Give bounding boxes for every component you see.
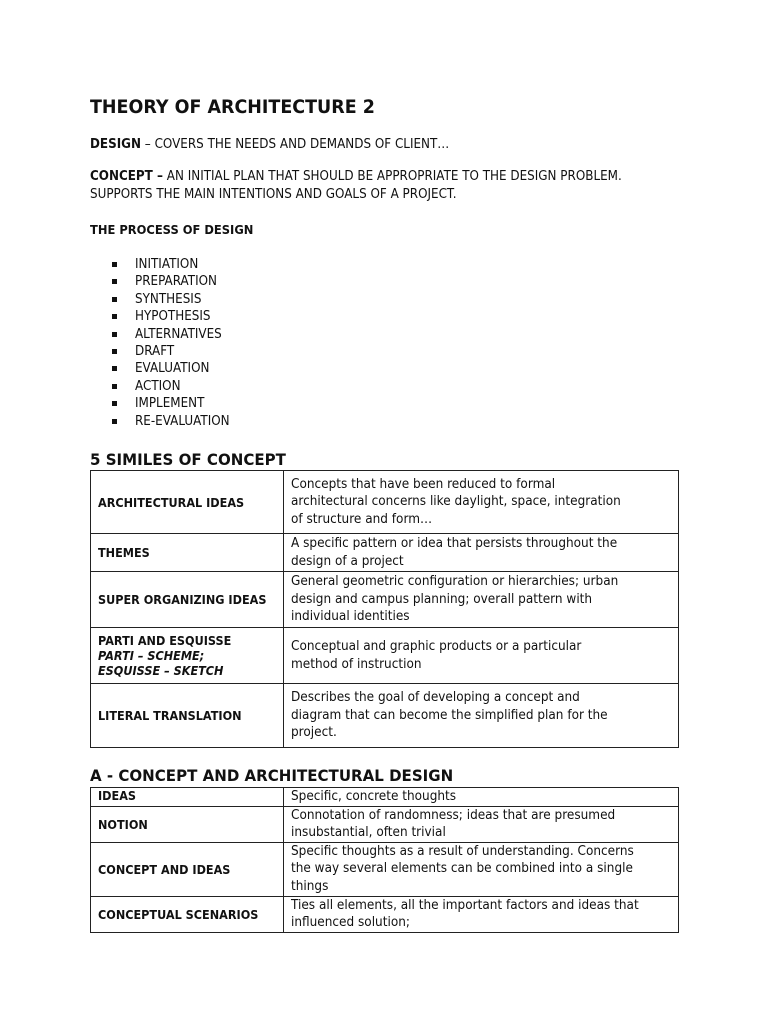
table-key-cell: IDEAS	[91, 788, 284, 807]
square-bullet-icon	[112, 332, 117, 337]
similes-heading: 5 SIMILES OF CONCEPT	[90, 450, 286, 469]
table-value-cell: Conceptual and graphic products or a particular method of instruction	[284, 628, 679, 684]
table-key-cell: ARCHITECTURAL IDEAS	[91, 471, 284, 534]
definition-design	[90, 136, 449, 154]
square-bullet-icon	[112, 262, 117, 267]
table-key-cell: PARTI AND ESQUISSE PARTI – SCHEME; ESQUISSE – SKETCH	[91, 628, 284, 684]
table-value-cell: Specific, concrete thoughts	[284, 788, 679, 807]
list-item: SYNTHESIS	[112, 291, 238, 308]
definition-separator: –	[140, 137, 155, 152]
table-key-cell: SUPER ORGANIZING IDEAS	[91, 572, 284, 628]
list-item: INITIATION	[112, 256, 238, 273]
square-bullet-icon	[112, 366, 117, 371]
list-item: PREPARATION	[112, 273, 238, 290]
table-row	[91, 788, 679, 807]
concept-design-heading: A - CONCEPT AND ARCHITECTURAL DESIGN	[90, 766, 454, 785]
list-item: ALTERNATIVES	[112, 326, 238, 343]
table-key-cell: CONCEPT AND IDEAS	[91, 842, 284, 896]
table-row	[91, 572, 679, 628]
definition-text: AN INITIAL PLAN THAT SHOULD BE APPROPRIATE TO THE DESIGN PROBLEM.	[166, 169, 622, 184]
table-key-cell: THEMES	[91, 534, 284, 572]
list-item: HYPOTHESIS	[112, 308, 238, 325]
table-row	[91, 534, 679, 572]
table-row	[91, 806, 679, 842]
similes-table	[90, 470, 679, 748]
square-bullet-icon	[112, 297, 117, 302]
table-value-cell: Ties all elements, all the important factors and ideas that influenced solution;	[284, 896, 679, 932]
table-key-cell: LITERAL TRANSLATION	[91, 684, 284, 748]
concept-design-table	[90, 787, 679, 933]
table-value-cell: Concepts that have been reduced to formal architectural concerns like daylight, space, integration of structure and form…	[284, 471, 679, 534]
square-bullet-icon	[112, 349, 117, 354]
table-value-cell: A specific pattern or idea that persists throughout the design of a project	[284, 534, 679, 572]
table-row	[91, 896, 679, 932]
square-bullet-icon	[112, 419, 117, 424]
table-key-cell: NOTION	[91, 806, 284, 842]
definition-text: COVERS THE NEEDS AND DEMANDS OF CLIENT…	[154, 137, 450, 152]
table-row	[91, 471, 679, 534]
table-value-cell: General geometric configuration or hierarchies; urban design and campus planning; overall pattern with individual identities	[284, 572, 679, 628]
process-title: THE PROCESS OF DESIGN	[90, 222, 254, 237]
document-title: THEORY OF ARCHITECTURE 2	[90, 96, 375, 118]
definition-concept	[90, 168, 622, 204]
definition-term: DESIGN	[90, 137, 141, 152]
list-item: IMPLEMENT	[112, 395, 238, 412]
square-bullet-icon	[112, 384, 117, 389]
table-value-cell: Connotation of randomness; ideas that are presumed insubstantial, often trivial	[284, 806, 679, 842]
table-row	[91, 684, 679, 748]
square-bullet-icon	[112, 401, 117, 406]
square-bullet-icon	[112, 279, 117, 284]
table-row	[91, 628, 679, 684]
list-item: RE-EVALUATION	[112, 413, 238, 430]
list-item: ACTION	[112, 378, 238, 395]
square-bullet-icon	[112, 314, 117, 319]
table-key-cell: CONCEPTUAL SCENARIOS	[91, 896, 284, 932]
process-steps-list	[112, 256, 238, 430]
table-row	[91, 842, 679, 896]
list-item: DRAFT	[112, 343, 238, 360]
table-value-cell: Describes the goal of developing a concept and diagram that can become the simplified plan for the project.	[284, 684, 679, 748]
definition-term: CONCEPT –	[90, 169, 163, 184]
list-item: EVALUATION	[112, 360, 238, 377]
definition-text-line2: SUPPORTS THE MAIN INTENTIONS AND GOALS OF A PROJECT.	[90, 187, 457, 202]
table-value-cell: Specific thoughts as a result of understanding. Concerns the way several elements can be combined into a single things	[284, 842, 679, 896]
